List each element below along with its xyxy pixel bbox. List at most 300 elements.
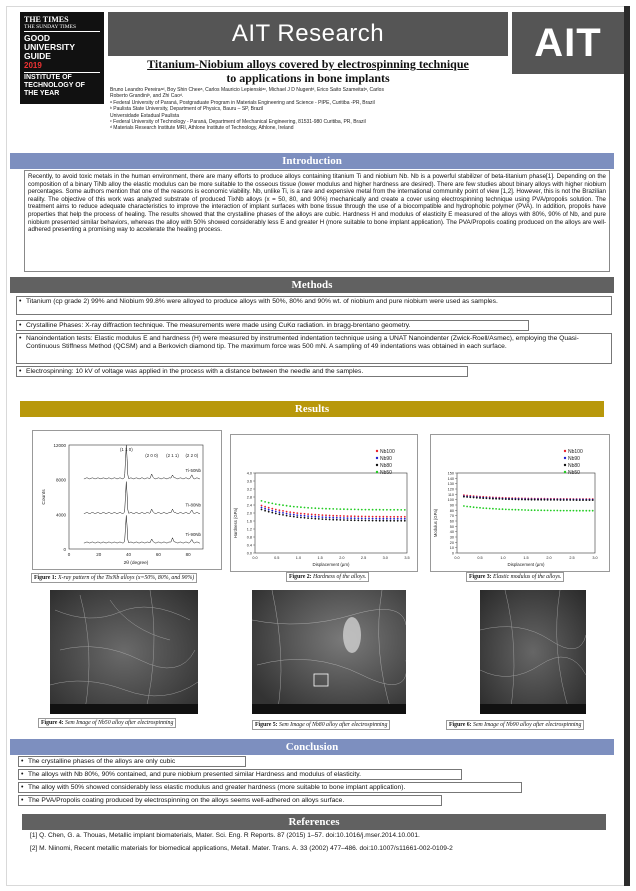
- data-point: [261, 500, 263, 502]
- data-point: [404, 509, 406, 511]
- data-point: [379, 518, 381, 520]
- data-point: [534, 499, 536, 501]
- logo-year: 2019: [24, 61, 42, 70]
- data-point: [521, 509, 523, 511]
- figure-1-box: [32, 430, 222, 570]
- series-line: [84, 482, 200, 514]
- figure-4-caption-text: Sem Image of Nb50 alloy after electrospinning: [63, 720, 174, 726]
- data-point: [382, 509, 384, 511]
- data-point: [336, 517, 338, 519]
- data-point: [307, 513, 309, 515]
- data-point: [382, 516, 384, 518]
- data-point: [289, 515, 291, 517]
- data-point: [479, 507, 481, 509]
- data-point: [304, 517, 306, 519]
- methods-item: • Titanium (cp grade 2) 99% and Niobium 99.8% were alloyed to produce alloys with 50%, 80% and 90% wt. of niobium and pure niobium were used as samples.: [16, 296, 612, 315]
- data-point: [476, 497, 478, 499]
- data-point: [486, 507, 488, 509]
- x-axis-label: 2θ (degree): [123, 561, 149, 566]
- plot-frame: [69, 445, 203, 549]
- x-tick-label: 2.0: [546, 556, 552, 560]
- data-point: [473, 506, 475, 508]
- y-tick-label: 3.2: [246, 487, 252, 492]
- legend-marker: [564, 464, 566, 466]
- data-point: [466, 506, 468, 508]
- data-point: [318, 516, 320, 518]
- y-tick-label: 2.0: [246, 511, 252, 516]
- y-tick-label: 2.8: [246, 495, 252, 500]
- data-point: [498, 508, 500, 510]
- y-tick-label: 100: [447, 498, 454, 503]
- data-point: [531, 509, 533, 511]
- data-point: [329, 515, 331, 517]
- data-point: [329, 508, 331, 510]
- y-tick-label: 140: [447, 476, 454, 481]
- data-point: [550, 499, 552, 501]
- data-point: [365, 518, 367, 520]
- data-point: [279, 513, 281, 515]
- data-point: [393, 509, 395, 511]
- reference-item: [2] M. Niinomi, Recent metallic materials for biomedical applications, Metall. Mater. Trans. A. 33 (2002) 477–486. doi:10.1007/s11661-002-0109-2: [30, 845, 453, 852]
- y-tick-label: 2.4: [246, 503, 252, 508]
- data-point: [279, 509, 281, 511]
- data-point: [390, 520, 392, 522]
- data-point: [540, 499, 542, 501]
- poster-shadow: [624, 6, 630, 886]
- data-point: [365, 509, 367, 511]
- data-point: [404, 520, 406, 522]
- data-point: [489, 498, 491, 500]
- sem-image-nb50: [50, 590, 198, 714]
- y-tick-label: 0.8: [246, 535, 252, 540]
- data-point: [311, 518, 313, 520]
- data-point: [332, 508, 334, 510]
- data-point: [314, 514, 316, 516]
- data-point: [289, 505, 291, 507]
- y-tick-label: 80: [449, 508, 454, 513]
- x-axis-label: Displacement (µm): [507, 562, 545, 567]
- data-point: [502, 498, 504, 500]
- data-point: [560, 510, 562, 512]
- data-point: [375, 520, 377, 522]
- y-tick-label: 0.0: [246, 551, 252, 556]
- figure-2-caption-text: Hardness of the alloys.: [311, 574, 367, 580]
- data-point: [268, 511, 270, 513]
- data-point: [524, 499, 526, 501]
- data-point: [268, 507, 270, 509]
- data-point: [271, 508, 273, 510]
- poster-title: [108, 57, 508, 85]
- data-point: [368, 518, 370, 520]
- data-point: [585, 499, 587, 501]
- data-point: [585, 510, 587, 512]
- data-point: [463, 505, 465, 507]
- figure-4-caption: [38, 718, 176, 728]
- data-point: [556, 499, 558, 501]
- reference-item: [1] Q. Chen, G. a. Thouas, Metallic implant biomaterials, Mater. Sci. Eng. R Reports. 87 (2015) 1–57. doi:10.1016/j.mser.2014.10.001.: [30, 832, 420, 839]
- data-point: [311, 516, 313, 518]
- x-tick-label: 0.5: [274, 556, 280, 560]
- data-point: [553, 510, 555, 512]
- peak-label: (2 1 1): [166, 453, 179, 458]
- logo-line: INSTITUTE OF TECHNOLOGY OF THE YEAR: [24, 72, 100, 98]
- sem-texture: [50, 590, 198, 714]
- data-point: [400, 516, 402, 518]
- x-tick-label: 80: [185, 552, 191, 557]
- plot-frame: [255, 473, 407, 553]
- data-point: [314, 516, 316, 518]
- data-point: [296, 506, 298, 508]
- data-point: [390, 516, 392, 518]
- data-point: [576, 510, 578, 512]
- data-point: [343, 515, 345, 517]
- results-heading: Results: [20, 401, 604, 417]
- data-point: [336, 508, 338, 510]
- data-point: [579, 510, 581, 512]
- data-point: [296, 514, 298, 516]
- data-point: [343, 517, 345, 519]
- data-point: [393, 520, 395, 522]
- data-point: [560, 499, 562, 501]
- data-point: [322, 508, 324, 510]
- data-point: [390, 509, 392, 511]
- data-point: [404, 516, 406, 518]
- data-point: [534, 509, 536, 511]
- x-tick-label: 1.5: [523, 556, 529, 560]
- data-point: [379, 520, 381, 522]
- conclusion-heading: Conclusion: [10, 739, 614, 755]
- data-point: [479, 497, 481, 499]
- author-line: Bruno Leandro Pereiraᵃᵈ, Boy Shin Cheeᵃ, Carlos Mauricio Lepienskiᵃᶜ, Michael J D Nugentᵈ, Erico Saito Szameitatᵃ, Carlos: [110, 87, 384, 93]
- data-point: [354, 509, 356, 511]
- data-point: [339, 517, 341, 519]
- y-tick-label: 3.6: [246, 479, 252, 484]
- data-point: [325, 508, 327, 510]
- data-point: [332, 519, 334, 521]
- figure-5-label: Figure 5:: [255, 722, 278, 728]
- x-tick-label: 40: [126, 552, 132, 557]
- data-point: [339, 519, 341, 521]
- y-tick-label: 130: [447, 482, 454, 487]
- data-point: [463, 496, 465, 498]
- data-point: [329, 517, 331, 519]
- data-point: [275, 503, 277, 505]
- data-point: [296, 512, 298, 514]
- data-point: [293, 512, 295, 514]
- data-point: [466, 496, 468, 498]
- data-point: [400, 520, 402, 522]
- data-point: [354, 517, 356, 519]
- data-point: [524, 509, 526, 511]
- title-line-1: Titanium-Niobium alloys covered by electrospinning technique: [147, 57, 469, 71]
- logo-line: THE SUNDAY TIMES: [24, 24, 100, 32]
- data-point: [286, 505, 288, 507]
- data-point: [365, 520, 367, 522]
- data-point: [350, 517, 352, 519]
- data-point: [544, 510, 546, 512]
- data-point: [307, 507, 309, 509]
- sem-image-nb80: [252, 590, 406, 714]
- x-tick-label: 2.5: [360, 556, 367, 560]
- y-tick-label: 110: [447, 492, 454, 497]
- data-point: [579, 499, 581, 501]
- data-point: [347, 508, 349, 510]
- x-tick-label: 3.0: [382, 556, 388, 560]
- sem-texture: [480, 590, 586, 714]
- data-point: [361, 509, 363, 511]
- data-point: [332, 517, 334, 519]
- y-tick-label: 1.6: [246, 519, 252, 524]
- data-point: [547, 510, 549, 512]
- data-point: [347, 519, 349, 521]
- data-point: [473, 497, 475, 499]
- data-point: [322, 518, 324, 520]
- data-point: [368, 516, 370, 518]
- data-point: [350, 515, 352, 517]
- legend-label: Nb90: [380, 456, 392, 462]
- data-point: [275, 511, 277, 513]
- data-point: [343, 519, 345, 521]
- plot-frame: [457, 473, 595, 553]
- data-point: [304, 515, 306, 517]
- data-point: [325, 514, 327, 516]
- data-point: [318, 514, 320, 516]
- data-point: [368, 509, 370, 511]
- data-point: [289, 513, 291, 515]
- figure-6-caption-text: Sem Image of Nb90 alloy after electrospinning: [471, 722, 582, 728]
- figure-3-label: Figure 3:: [469, 574, 492, 580]
- y-tick-label: 70: [449, 514, 454, 519]
- data-point: [361, 520, 363, 522]
- y-tick-label: 1.2: [246, 527, 252, 532]
- y-tick-label: 60: [449, 519, 454, 524]
- hardness-chart: [231, 435, 417, 571]
- references-heading: References: [22, 814, 606, 830]
- figure-3-caption-text: Elastic modulus of the alloys.: [491, 574, 562, 580]
- data-point: [582, 510, 584, 512]
- data-point: [382, 518, 384, 520]
- conclusion-item: • The PVA/Propolis coating produced by electrospinning on the alloys seems well-adhered on alloys surface.: [18, 795, 442, 806]
- legend-marker: [376, 450, 378, 452]
- x-tick-label: 1.0: [500, 556, 506, 560]
- legend-marker: [376, 457, 378, 459]
- x-tick-label: 1.0: [295, 556, 302, 560]
- x-tick-label: 2.5: [569, 556, 575, 560]
- data-point: [386, 516, 388, 518]
- conclusion-item: • The alloy with 50% showed considerably less elastic modulus and greater hardness (more suitable to bone implant application).: [18, 782, 522, 793]
- data-point: [264, 508, 266, 510]
- data-point: [492, 508, 494, 510]
- legend-label: Nb100: [380, 449, 395, 455]
- affiliation-line: ᵈ Materials Research Institute MRI, Athlone Institute of Technology, Athlone, Ireland: [110, 125, 294, 132]
- data-point: [286, 513, 288, 515]
- data-point: [282, 514, 284, 516]
- affiliation-line: ᵃ Federal University of Paraná, Postgraduate Program in Materials Engineering and Science - PIPE, Curitiba -PR, Brazil: [110, 99, 375, 106]
- peak-label: (1 1 0): [119, 447, 133, 452]
- x-tick-label: 3.0: [592, 556, 598, 560]
- y-axis-label: Counts: [42, 489, 47, 505]
- data-point: [379, 516, 381, 518]
- y-tick-label: 150: [447, 471, 454, 476]
- y-tick-label: 10: [449, 546, 454, 551]
- data-point: [282, 512, 284, 514]
- data-point: [498, 498, 500, 500]
- data-point: [332, 515, 334, 517]
- data-point: [592, 499, 594, 501]
- title-line-2: to applications in bone implants: [226, 71, 390, 85]
- data-point: [397, 518, 399, 520]
- data-point: [264, 510, 266, 512]
- data-point: [573, 499, 575, 501]
- data-point: [286, 515, 288, 517]
- data-point: [354, 515, 356, 517]
- data-point: [386, 509, 388, 511]
- legend-label: Nb80: [568, 463, 580, 469]
- data-point: [300, 506, 302, 508]
- sem-image-nb90: [480, 590, 586, 714]
- methods-item: • Crystalline Phases: X-ray diffraction technique. The measurements were made using CuKα radiation. in bragg-brentano geometry.: [16, 320, 529, 331]
- data-point: [271, 512, 273, 514]
- data-point: [566, 510, 568, 512]
- series-label: Ti-50Nb: [185, 467, 201, 473]
- x-tick-label: 3.5: [404, 556, 410, 560]
- data-point: [397, 509, 399, 511]
- figure-5-caption-text: Sem Image of Nb80 alloy after electrospinning: [277, 722, 388, 728]
- data-point: [505, 509, 507, 511]
- data-point: [547, 499, 549, 501]
- data-point: [304, 513, 306, 515]
- data-point: [550, 510, 552, 512]
- data-point: [300, 515, 302, 517]
- y-tick-label: 40: [449, 530, 454, 535]
- data-point: [293, 514, 295, 516]
- x-tick-label: 20: [96, 552, 102, 557]
- data-point: [261, 509, 263, 511]
- data-point: [300, 517, 302, 519]
- y-tick-label: 0: [63, 547, 66, 552]
- data-point: [397, 516, 399, 518]
- data-point: [386, 518, 388, 520]
- data-point: [372, 520, 374, 522]
- data-point: [390, 518, 392, 520]
- header-title: AIT Research: [231, 20, 385, 47]
- y-axis-label: Modulus (GPa): [433, 508, 438, 538]
- data-point: [569, 510, 571, 512]
- data-point: [495, 508, 497, 510]
- data-point: [400, 518, 402, 520]
- data-point: [476, 507, 478, 509]
- ait-logo-text: AIT: [534, 21, 602, 65]
- data-point: [325, 516, 327, 518]
- data-point: [347, 515, 349, 517]
- x-axis-label: Displacement (µm): [312, 562, 350, 567]
- methods-item: • Electrospinning: 10 kV of voltage was applied in the process with a distance between the needle and the samples.: [16, 366, 468, 377]
- data-point: [357, 516, 359, 518]
- peak-label: (2 2 0): [185, 453, 199, 458]
- data-point: [329, 519, 331, 521]
- introduction-text: Recently, to avoid toxic metals in the human environment, there are many efforts to produce alloys containing titanium Ti and niobium Nb. Nb is a powerful stabilizer of beta-titanium phase[1]. Depending on the composition of a binary TiNb alloy the elastic modulus can be more suitable to the osseous tissue (lower modulus and higher hardness are desired). There are few studies about binary alloys with higher niobium percentages. Some authors mention that one of the reasons is economic viability. Nb, unlike Ti, is a rare and expensive metal from the international community point of view [1,2]. However, this is not the Brazilian reality. The objective of this work was analyzed substrate of produced TixNb alloys (x = 50, 80, and 90%) mechanically and create a cover using electrospinning technique using PVA/propolis solution. The treatment aims to reduce adequate characteristics to improve the interaction of implant surfaces with bone tissue through the use of a biocompatible and hydrophobic polymer (PVA). In addition, propolis have properties that help the process of healing. The results showed that the crystalline phases of the alloys are cubic. Hardness H and modulus of elasticity E measured of the alloys with 80%, 90% of Nb, and pure niobium presented similar behaviors, whereas the alloy with 50% showed considerably less E and greater H (more suitable to bone implant application). The PVA/Propolis coating produced on the alloys are well-adhered presenting a promising way to accelerate the healing process.: [24, 170, 610, 272]
- y-tick-label: 0: [451, 551, 454, 556]
- y-tick-label: 90: [449, 503, 454, 508]
- legend-marker: [376, 471, 378, 473]
- data-point: [469, 506, 471, 508]
- series-label: Ti-90Nb: [185, 532, 201, 537]
- data-point: [261, 505, 263, 507]
- data-point: [386, 520, 388, 522]
- data-point: [404, 518, 406, 520]
- peak-label: (2 0 0): [145, 453, 158, 458]
- data-point: [518, 509, 520, 511]
- data-point: [393, 516, 395, 518]
- x-tick-label: 0: [67, 552, 71, 557]
- data-point: [318, 518, 320, 520]
- figure-5-caption: [252, 720, 390, 730]
- author-line: Roberto Grandiniᵇ, and Zhi Caoᵈ.: [110, 93, 184, 100]
- data-point: [527, 509, 529, 511]
- data-point: [275, 513, 277, 515]
- data-point: [282, 510, 284, 512]
- y-tick-label: 20: [449, 540, 454, 545]
- conclusion-item: • The crystalline phases of the alloys are only cubic: [18, 756, 246, 767]
- data-point: [311, 514, 313, 516]
- data-point: [293, 506, 295, 508]
- data-point: [486, 497, 488, 499]
- data-point: [495, 498, 497, 500]
- data-point: [304, 507, 306, 509]
- data-point: [576, 499, 578, 501]
- legend-marker: [564, 471, 566, 473]
- data-point: [556, 510, 558, 512]
- data-point: [275, 509, 277, 511]
- y-tick-label: 120: [447, 487, 454, 492]
- data-point: [264, 501, 266, 503]
- data-point: [347, 517, 349, 519]
- data-point: [511, 498, 513, 500]
- data-point: [311, 507, 313, 509]
- data-point: [400, 509, 402, 511]
- data-point: [307, 515, 309, 517]
- data-point: [553, 499, 555, 501]
- methods-heading: Methods: [10, 277, 614, 293]
- data-point: [271, 510, 273, 512]
- x-tick-label: 0.0: [454, 556, 460, 560]
- data-point: [357, 509, 359, 511]
- figure-3-caption: [466, 572, 564, 582]
- y-tick-label: 30: [449, 535, 454, 540]
- series-label: Ti-80Nb: [185, 502, 201, 508]
- data-point: [375, 518, 377, 520]
- data-point: [343, 508, 345, 510]
- data-point: [286, 511, 288, 513]
- data-point: [489, 508, 491, 510]
- data-point: [531, 499, 533, 501]
- data-point: [339, 508, 341, 510]
- figure-2-label: Figure 2:: [289, 574, 312, 580]
- data-point: [354, 519, 356, 521]
- y-tick-label: 0.4: [246, 543, 252, 548]
- data-point: [515, 509, 517, 511]
- y-tick-label: 8000: [55, 477, 66, 483]
- data-point: [271, 503, 273, 505]
- legend-label: Nb50: [568, 470, 580, 476]
- legend-label: Nb50: [380, 470, 392, 476]
- data-point: [365, 516, 367, 518]
- conclusion-item: • The alloys with Nb 80%, 90% contained, and pure niobium presented similar Hardness and modulus of elasticity.: [18, 769, 462, 780]
- data-point: [544, 499, 546, 501]
- legend-marker: [376, 464, 378, 466]
- data-point: [375, 516, 377, 518]
- data-point: [293, 516, 295, 518]
